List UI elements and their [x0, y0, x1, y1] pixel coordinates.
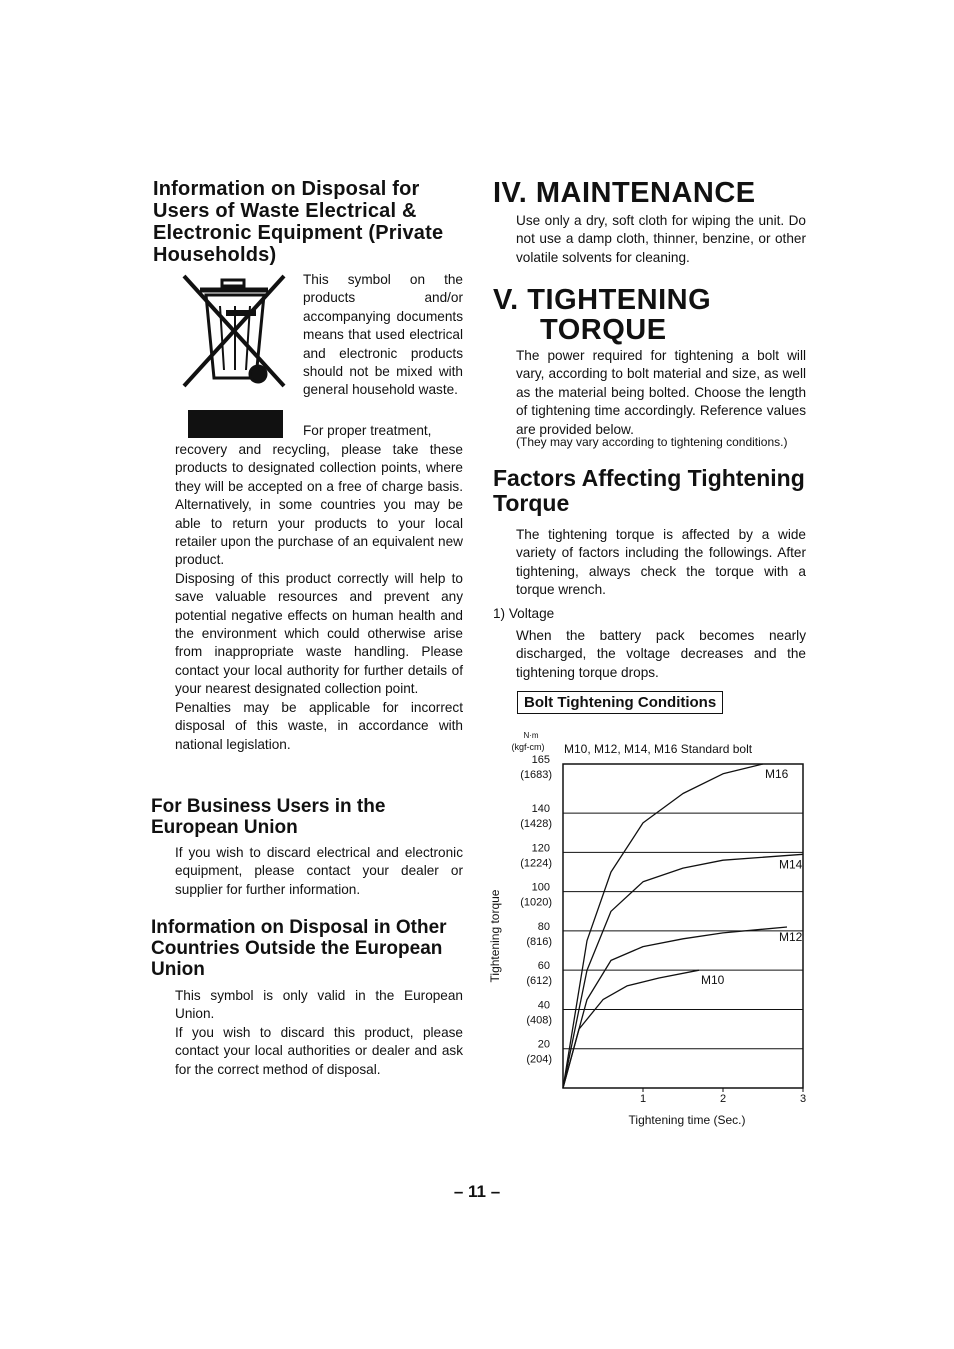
crossed-out-wheeled-bin-icon [176, 270, 296, 430]
black-bar [188, 410, 283, 438]
factors-body: The tightening torque is affected by a wide variety of factors including the followings. After tightening, always check the torque with a torque wrench. [516, 527, 806, 598]
chart-ytick-label: 165 [531, 754, 550, 766]
chart-series-label-m16: M16 [765, 767, 789, 781]
weee-paragraph-3: Disposing of this product correctly will help to save valuable resources and prevent any potential negative effects on human health and the environment which could otherwise arise from inappropriate waste handling. Please contact your local authority for further details of your nearest designated collection point. [175, 570, 463, 697]
weee-paragraph-4: Penalties may be applicable for incorrect disposal of this waste, in accordance with national legislation. [175, 699, 463, 752]
chart-ytick-sublabel: (1020) [520, 896, 552, 909]
chart-y-label: Tightening torque [488, 889, 502, 983]
torque-chart [484, 726, 814, 1134]
chart-ytick-sublabel: (204) [526, 1053, 552, 1066]
business-body: If you wish to discard electrical and electronic equipment, please contact your dealer or supplier for further information. [175, 845, 463, 897]
factors-heading: Factors Affecting Tightening Torque [493, 465, 805, 516]
weee-body [175, 441, 463, 754]
chart-x-label: Tightening time (Sec.) [628, 1113, 746, 1127]
other-paragraph-2: If you wish to discard this product, please contact your local authorities or dealer and ask for the correct method of disposal. [175, 1024, 463, 1077]
weee-paragraph-2-start: For proper treatment, [303, 423, 432, 438]
torque-body: The power required for tightening a bolt will vary, according to bolt material and size, as well as the material being bolted. Choose the length of tightening time accordingly. Reference values are provided below. [516, 348, 806, 437]
chart-ytick-label: 80 [537, 920, 550, 933]
chart-xtick-label: 2 [719, 1093, 727, 1105]
chart-ytick-sublabel: (816) [526, 935, 552, 948]
weee-paragraph-2: recovery and recycling, please take these products to designated collection points, where they will be accepted on a free of charge basis. Alternatively, in some countries you may be able to return your products to your local retailer upon the purchase of an equivalent new product. [175, 442, 463, 568]
chart-ytick-sublabel: (1224) [520, 857, 552, 870]
chart-subtitle: M10, M12, M14, M16 Standard bolt [564, 742, 753, 756]
chart-ytick-label: 20 [537, 1038, 550, 1051]
other-countries-body [175, 987, 463, 1079]
chart-series-label-m10: M10 [701, 973, 725, 988]
chart-ytick-sublabel: (1683) [520, 769, 552, 781]
chart-ytick-sublabel: (408) [526, 1014, 552, 1027]
torque-note: (They may vary according to tightening conditions.) [516, 435, 788, 449]
bolt-conditions-title: Bolt Tightening Conditions [517, 691, 723, 714]
other-countries-heading: Information on Disposal in Other Countries Outside the European Union [151, 917, 447, 980]
page-number: – 11 – [453, 1182, 501, 1201]
chart-xtick-label: 3 [799, 1093, 807, 1105]
torque-heading-line1: V. TIGHTENING [493, 284, 712, 316]
chart-ytick-label: 60 [537, 960, 550, 973]
torque-heading-line2: TORQUE [540, 314, 667, 346]
chart-series-line-m14 [563, 854, 803, 1088]
maintenance-body: Use only a dry, soft cloth for wiping the unit. Do not use a damp cloth, thinner, benzine, or other volatile solvents for cleaning. [516, 213, 806, 265]
weee-paragraph-1: This symbol on the products and/or accompanying documents means that used electrical and electronic products should not be mixed with general household waste. [303, 272, 463, 398]
factor-1-body: When the battery pack becomes nearly discharged, the voltage decreases and the tightening torque drops. [516, 628, 806, 680]
chart-xtick-label: 1 [639, 1093, 647, 1105]
other-paragraph-1: This symbol is only valid in the European Union. [175, 988, 463, 1022]
chart-ytick-label: 100 [531, 881, 550, 894]
chart-ytick-label: 120 [531, 842, 550, 855]
chart-series-label-m12: M12 [779, 929, 803, 944]
chart-ytick-sublabel: (612) [526, 975, 552, 988]
factor-1-label: 1) Voltage [493, 606, 555, 621]
chart-ytick-label: 140 [531, 803, 550, 816]
chart-series-label-m14: M14 [779, 857, 803, 872]
chart-ytick-sublabel: (1428) [520, 818, 552, 831]
weee-heading: Information on Disposal for Users of Waste Electrical & Electronic Equipment (Private Households) [153, 178, 444, 266]
maintenance-heading: IV. MAINTENANCE [493, 177, 756, 209]
chart-ytick-label: 40 [537, 999, 550, 1012]
chart-unit-kgfcm: (kgf-cm) [511, 742, 545, 752]
business-heading: For Business Users in the European Union [151, 796, 386, 838]
chart-unit-nm: N·m [523, 731, 539, 740]
